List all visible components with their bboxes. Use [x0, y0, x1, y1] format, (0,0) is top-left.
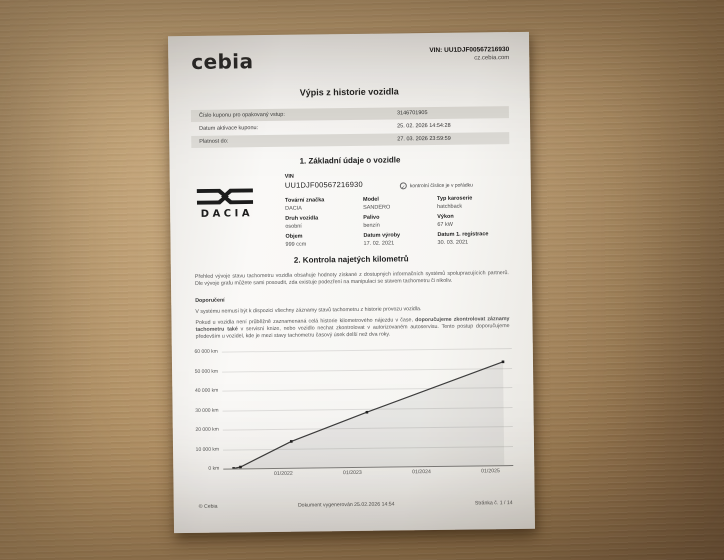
chart-x-axis [223, 468, 513, 482]
field-value: SANDERO [363, 204, 391, 211]
coupon-row-value: 3146701905 [396, 110, 428, 117]
rec2-bold: doporučujeme zkontrolovat záznamy tachometru také [195, 316, 510, 333]
chart-y-tick-label: 50 000 km [194, 368, 219, 375]
vehicle-field [437, 231, 511, 245]
vehicle-field [363, 196, 437, 210]
vehicle-fields [285, 195, 512, 247]
dacia-logo [192, 187, 258, 220]
footer-copyright: © Cebia [198, 503, 218, 510]
vehicle-field [285, 233, 363, 247]
vin-check-text: kontrolní číslice je v pořádku [409, 182, 473, 189]
chart-x-tick-label: 01/2025 [481, 468, 500, 475]
vehicle-field [363, 214, 437, 228]
field-value: osobní [285, 223, 302, 230]
vehicle-field [363, 232, 437, 246]
coupon-row-value: 27. 03. 2026 23:59:59 [397, 135, 451, 143]
vin-field-value: UU1DJF00567216930 [284, 179, 363, 190]
check-circle-icon: ✓ [400, 182, 407, 189]
mileage-chart [182, 346, 518, 492]
field-label: Datum výroby [363, 232, 401, 239]
header-vin-block [429, 46, 509, 61]
coupon-row-label: Číslo kuponu pro opakovaný vstup: [198, 111, 285, 119]
chart-x-tick-label: 01/2022 [273, 470, 293, 477]
field-value: benzín [363, 222, 380, 229]
recommendation-paragraph-2 [195, 316, 509, 341]
section2-heading: 2. Kontrola najetých kilometrů [293, 254, 409, 265]
chart-y-tick-label: 20 000 km [195, 426, 219, 433]
header-vin: VIN: UU1DJF00567216930 [429, 46, 510, 55]
mileage-chart-plot [222, 348, 513, 469]
vehicle-field [437, 213, 511, 227]
dacia-emblem-icon [196, 187, 254, 206]
field-value: 17. 02. 2021 [363, 239, 395, 247]
section1-heading: 1. Základní údaje o vozidle [299, 155, 401, 166]
coupon-row-value: 25. 02. 2026 14:54:28 [397, 122, 451, 130]
chart-y-tick-label: 30 000 km [195, 407, 219, 414]
field-label: Palivo [363, 214, 380, 221]
chart-y-axis [182, 348, 220, 472]
coupon-row [191, 132, 509, 148]
vehicle-field [285, 215, 363, 229]
field-value: 999 ccm [285, 241, 307, 248]
field-label: Datum 1. registrace [437, 231, 489, 238]
recommendation-label: Doporučení [195, 297, 225, 304]
coupon-row-label: Platnost do: [199, 138, 229, 145]
vehicle-field [285, 197, 363, 211]
rec2-pre: Pokud u vozidla není průběžně zaznamenaná celá historie kilometrového nájezdu v čase, [195, 317, 416, 326]
field-value: 67 kW [437, 221, 453, 228]
mileage-line-chart [222, 348, 513, 469]
field-value: hatchback [437, 203, 463, 210]
cebia-website-link: cz.cebia.com [474, 54, 510, 61]
coupon-table [191, 106, 509, 149]
vin-field-label: VIN [284, 173, 294, 180]
page-footer [199, 500, 513, 510]
dacia-wordmark: DACIA [200, 208, 254, 220]
mileage-intro-paragraph: Přehled vývoje stavu tachometru vozidla obsahuje hodnoty získané z dostupných informačních systémů spolupracujících partnerů. Dle vývoje grafu můžete sami posoudit, zda existuje podezření na manipulaci se stavem tachometru či nikoliv. [194, 270, 509, 287]
vehicle-history-report-page [168, 32, 535, 533]
cebia-logo: cebia [191, 49, 254, 74]
field-label: Tovární značka [284, 197, 325, 204]
chart-y-tick-label: 60 000 km [194, 348, 218, 355]
field-value: DACIA [285, 205, 302, 212]
chart-x-tick-label: 01/2024 [412, 469, 431, 476]
footer-generated-timestamp: Dokument vygenerován 25.02.2026 14:54 [297, 501, 395, 509]
recommendation-paragraph-1: V systému nemusí být k dispozici všechny záznamy stavů tachometru z historie provozu vozidla. [195, 306, 422, 315]
chart-x-tick-label: 01/2023 [343, 469, 362, 477]
field-label: Výkon [437, 213, 454, 220]
coupon-row-label: Datum aktivace kuponu: [199, 125, 259, 132]
document-title: Výpis z historie vozidla [299, 86, 399, 98]
field-label: Typ karoserie [436, 195, 473, 202]
field-label: Druh vozidla [285, 215, 319, 222]
footer-page-number: Stránka č. 1 / 14 [474, 500, 513, 507]
field-value: 30. 03. 2021 [437, 239, 469, 246]
vin-check-status [400, 182, 473, 190]
field-label: Model [362, 196, 379, 203]
rec2-post: v servisní knize, nebo vozidlo nechat zkontrolovat v autorizovaném autoservisu. Tento postup doporučujeme především u vozidel, kde je mezi stavy tachometru časový úsek delší než dva roky. [195, 323, 510, 340]
chart-y-tick-label: 10 000 km [195, 446, 220, 453]
vehicle-field [437, 195, 511, 209]
chart-y-tick-label: 40 000 km [194, 387, 219, 394]
field-label: Objem [285, 233, 303, 240]
chart-y-tick-label: 0 km [208, 465, 220, 472]
